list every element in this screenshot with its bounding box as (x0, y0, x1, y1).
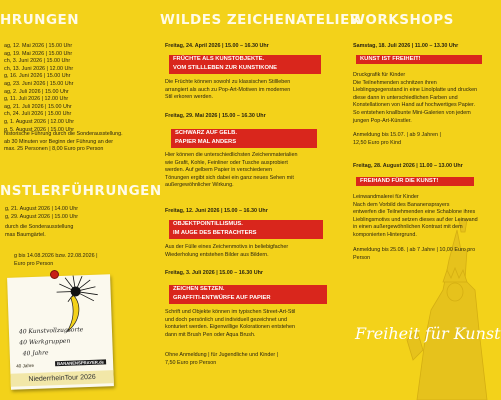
event-title-tag (169, 285, 327, 304)
workshops-column (347, 0, 501, 400)
text-line: komponierten Hintergrund. (353, 231, 417, 238)
tour-label: NiederrheinTour 2026 (10, 370, 113, 387)
text-line: 7,50 Euro pro Person (165, 359, 217, 366)
date-item: g, 1. August 2026 | 12.00 Uhr (4, 118, 75, 125)
event-date: Freitag, 29. Mai 2026 | 15.00 – 16.30 Uhr (165, 113, 266, 119)
text-line: konturiert werden. Eigenwillige Kolorationen entstehen (165, 324, 296, 331)
event-title-line: SCHWARZ AUF GELB. (171, 129, 317, 138)
note-line-3: 40 Jahre (22, 349, 49, 358)
date-item: ag, 2. Juli 2026 | 15.00 Uhr (4, 88, 69, 95)
event-title-line: IM AUGE DES BETRACHTERS (169, 229, 323, 238)
text-line: diese dann in unterschiedlichen Farben und (353, 94, 458, 101)
note-sub: 40 Jahre (16, 362, 35, 369)
text-line: Aus der Fülle eines Zeichenmotivs in beliebigfacher (165, 244, 289, 250)
text-line: Druckgrafik für Kinder (353, 72, 406, 78)
event-title-line: ZEICHEN SETZEN. (169, 285, 327, 294)
note-line: ab 30 Minuten vor Beginn der Führung an der (4, 138, 114, 145)
fuehrungen-date-list (4, 43, 150, 134)
event-title-tag (171, 129, 317, 148)
workshop-title-tag (356, 177, 474, 186)
text-line: arrangiert als auch zu Pop-Art-Motiven im modernen (165, 86, 291, 93)
freiheit-script-text: Freiheit für Kunst (355, 324, 501, 343)
date-item: ag, 21. Juli 2026 | 15.00 Uhr (4, 103, 72, 110)
event-date: Freitag, 24. April 2026 | 15.00 – 16.30 Uhr (165, 43, 269, 49)
event-title-tag (169, 220, 323, 239)
date-item: ag, 23. Juni 2026 | 15.00 Uhr (4, 80, 74, 87)
kuenstler-notes (5, 224, 151, 239)
date-item: g, 5. August 2026 | 15.00 Uhr (4, 126, 75, 133)
text-line: Konstellationen von Hand auf hochwertiges Papier. (353, 102, 475, 109)
text-line: Tönungen ergibt sich dabei ein ganz neues Sehen mit (165, 174, 294, 181)
text-line: Anmeldung bis 15.07. | ab 9 Jahren | (353, 132, 441, 138)
kuenstler-date-list (5, 206, 151, 221)
text-line: dann mit Brush Pen oder Aqua Brush. (165, 331, 256, 338)
text-line: Lieblingsmotivs und setzen dieses auf der Leinwand (353, 216, 478, 223)
date-item: ag, 12. Mai 2026 | 15.00 Uhr (4, 43, 73, 49)
text-line: und doch persönlich und individuell gezeichnet und (165, 316, 287, 323)
kuenstlerfuehrungen-heading: NSTLERFÜHRUNGEN (0, 183, 162, 199)
text-line: Leinwandmalerei für Kinder (353, 194, 419, 200)
text-line: Lieblingsgegenstand in eine Linolplatte und drucken (353, 87, 478, 94)
event-description (165, 309, 333, 339)
date-item: ch, 13. Juni 2026 | 12.00 Uhr (4, 65, 74, 72)
note-line: max. 25 Personen | 8,00 Euro pro Person (4, 146, 104, 153)
date-item: g, 29. August 2026 | 15.00 Uhr (5, 213, 79, 220)
event-title-tag (169, 55, 321, 74)
fuehrungen-notes (4, 131, 150, 154)
event-title-line: PAPIER MAL ANDERS (171, 138, 317, 147)
workshop-footer (353, 132, 495, 147)
event-date: Freitag, 12. Juni 2026 | 15.00 – 16.30 Uhr (165, 208, 268, 214)
note-line: durch die Sonderausstellung (5, 224, 74, 230)
workshop-date: Freitag, 28. August 2026 | 11.00 – 13.00 Uhr (353, 163, 463, 169)
event-description (165, 79, 333, 102)
text-line: außergewöhnlicher Wirkung. (165, 182, 234, 189)
date-item: g, 16. Juni 2026 | 15.00 Uhr (4, 73, 71, 80)
brand-logo: BANANENSPRAYER.de (57, 359, 105, 367)
note-line-1: 40 Kunstvollzugsorte (18, 326, 84, 336)
note-line: Euro pro Person (14, 260, 54, 267)
workshop-title-tag (356, 55, 482, 64)
date-item: ch, 3. Juni 2026 | 15.00 Uhr (4, 58, 71, 65)
date-item: ag, 19. Mai 2026 | 15.00 Uhr (4, 50, 73, 57)
text-line: Ohne Anmeldung | für Jugendliche und Kinder | (165, 352, 279, 358)
event-title-line: FRÜCHTE ALS KUNSTOBJEKTE. (169, 55, 321, 64)
event-date: Freitag, 3. Juli 2026 | 15.00 – 16.30 Uhr (165, 270, 263, 276)
text-line: Wiederholung entstehen Bilder aus Bildern. (165, 251, 269, 258)
text-line: Schrift und Objekte können im typischen Street-Art-Stil (165, 309, 296, 315)
workshop-date: Samstag, 18. Juli 2026 | 11.00 – 13.30 Uhr (353, 43, 459, 49)
kuenstler-notes-2 (14, 253, 150, 268)
date-item: ch, 24. Juli 2026 | 15.00 Uhr (4, 111, 72, 118)
text-line: in einen außergewöhnlichen Kontrast mit dem (353, 224, 463, 231)
date-item: g, 11. Juli 2026 | 12.00 Uhr (4, 96, 69, 103)
text-line: werden. Auf gelbem Papier in verschiedenen (165, 167, 272, 174)
text-line: Anmeldung bis 25.08. | ab 7 Jahre | 10,00 Euro pro (353, 247, 476, 253)
tour-postcard (7, 274, 114, 390)
text-line: Die Früchte können sowohl zu klassischen Stillleben (165, 79, 291, 85)
workshops-heading: WORKSHOPS (350, 12, 454, 28)
text-line: jungen Pop-Art-Künstler. (353, 117, 412, 124)
pushpin-icon (50, 270, 59, 279)
text-line: Stil erkoren werden. (165, 94, 213, 101)
text-line: entwerfen die Teilnehmenden eine Schablone ihres (353, 209, 476, 216)
workshop-title: KUNST IST FREIHEIT! (356, 55, 482, 64)
workshop-title: FREIHAND FÜR DIE KUNST! (356, 177, 474, 186)
text-line: Die Teilnehmenden schnitzen ihren (353, 79, 437, 86)
note-line-2: 40 Werkgruppen (19, 337, 71, 347)
event-description (165, 152, 333, 190)
note-line: g bis 14.08.2026 bzw. 22.08.2026 | (14, 253, 98, 259)
workshop-footer (353, 247, 495, 262)
event-footer (165, 352, 333, 367)
fuehrungen-heading: HRUNGEN (0, 12, 80, 28)
date-item: g, 21. August 2026 | 14.00 Uhr (5, 206, 79, 212)
zeichenatelier-heading: WILDES ZEICHENATELIER (160, 12, 361, 28)
event-title-line: GRAFFITI-ENTWÜRFE AUF PAPIER (169, 294, 327, 303)
workshop-description (353, 72, 495, 125)
event-description (165, 244, 333, 259)
zeichenatelier-column (160, 0, 361, 400)
event-title-line: VOM STILLLEBEN ZUR KUNSTIKONE (169, 64, 321, 73)
text-line: So entstehen knallbunte Mini-Galerien von jedem (353, 109, 471, 116)
workshop-description (353, 194, 495, 240)
text-line: Hier können die unterschiedlichsten Zeichenmaterialien (165, 152, 298, 158)
fuehrungen-column (0, 0, 162, 400)
text-line: wie Grafit, Kohle, Feinliner oder Tusche ausprobiert (165, 159, 288, 166)
note-line: mas Baumgärtel. (5, 231, 46, 238)
text-line: 12,50 Euro pro Kind (353, 139, 401, 146)
text-line: Person (353, 254, 371, 261)
text-line: Nach dem Vorbild des Bananensprayers (353, 201, 450, 208)
event-title-line: OBJEKTPOINTILLISMUS. (169, 220, 323, 229)
note-line: historische Führung durch die Sonderausstellung. (4, 131, 123, 137)
